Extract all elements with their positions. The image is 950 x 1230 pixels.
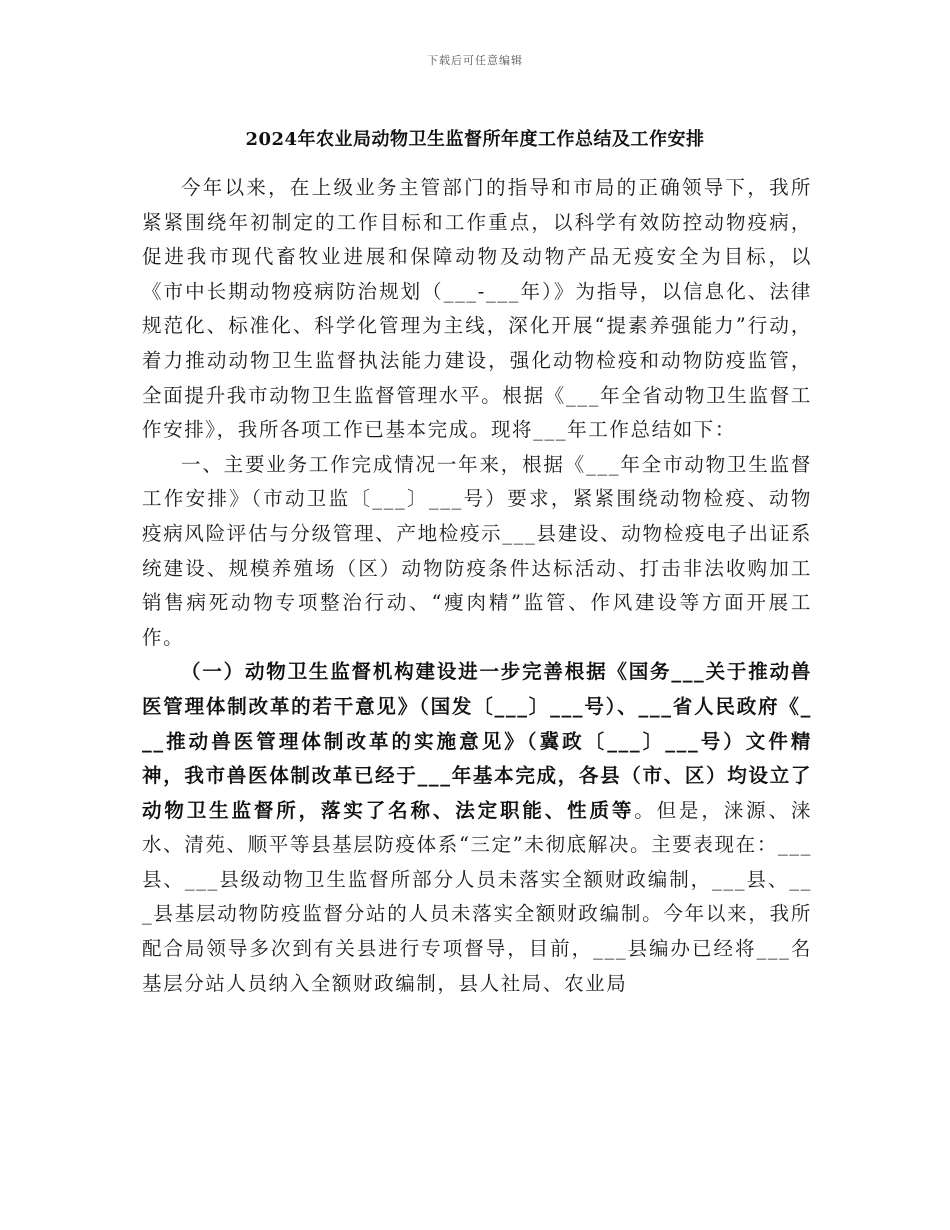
- paragraph-section-1: [142, 448, 812, 656]
- header-note: 下载后可任意编辑: [427, 54, 523, 67]
- paragraph-section-1-1: [142, 655, 812, 1001]
- paragraph-section-1-text: 一、主要业务工作完成情况一年来，根据《___年全市动物卫生监督工作安排》（市动卫监〔___〕___号）要求，紧紧围绕动物检疫、动物疫病风险评估与分级管理、产地检疫示___县建设、动物检疫电子出证系统建设、规模养殖场（区）动物防疫条件达标活动、打击非法收购加工销售病死动物专项整治行动、“瘦肉精”监管、作风建设等方面开展工作。: [142, 452, 812, 649]
- paragraph-intro-text: 今年以来，在上级业务主管部门的指导和市局的正确领导下，我所紧紧围绕年初制定的工作目标和工作重点，以科学有效防控动物疫病，促进我市现代畜牧业进展和保障动物及动物产品无疫安全为目标，以《市中长期动物疫病防治规划（___-___年）》为指导，以信息化、法律规范化、标准化、科学化管理为主线，深化开展“提素养强能力”行动，着力推动动物卫生监督执法能力建设，强化动物检疫和动物防疫监管，全面提升我市动物卫生监督管理水平。根据《___年全省动物卫生监督工作安排》，我所各项工作已基本完成。现将___年工作总结如下：: [142, 176, 812, 442]
- document-title: 2024年农业局动物卫生监督所年度工作总结及工作安排: [245, 129, 705, 150]
- paragraph-intro: [142, 171, 812, 448]
- paragraph-section-1-1-text: 。但是，涞源、涞水、清苑、顺平等县基层防疫体系“三定”未彻底解决。主要表现在：___县、___县级动物卫生监督所部分人员未落实全额财政编制，___县、___县基层动物防疫监督分站的人员未落实全额财政编制。今年以来，我所配合局领导多次到有关县进行专项督导，目前，___县编办已经将___名基层分站人员纳入全额财政编制，县人社局、农业局: [142, 798, 812, 995]
- section-heading-bold: （一）动物卫生监督机构建设进一步完善根据《国务___关于推动兽医管理体制改革的若干意见》（国发〔___〕___号）、___省人民政府《___推动兽医管理体制改革的实施意见》（冀政〔___〕___号）文件精神，我市兽医体制改革已经于___年基本完成，各县（市、区）均设立了动物卫生监督所，落实了名称、法定职能、性质等: [142, 660, 812, 822]
- document-body: [142, 171, 812, 1001]
